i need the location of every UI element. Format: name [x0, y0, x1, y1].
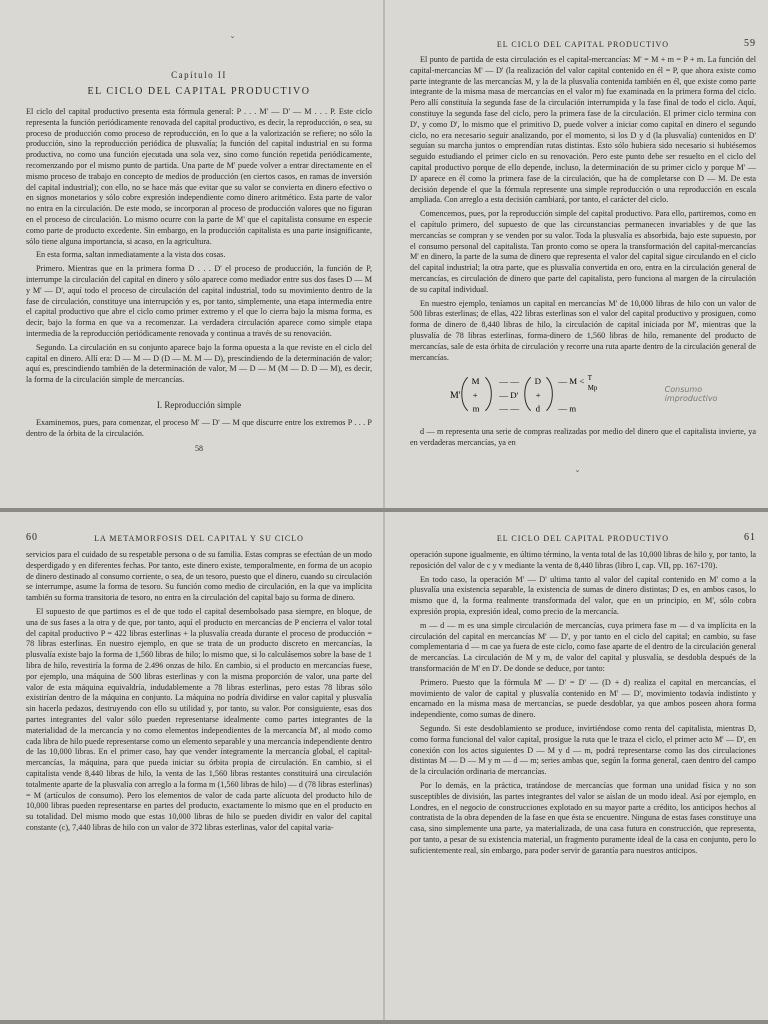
- paragraph: En esta forma, saltan inmediatamente a la vista dos cosas.: [36, 250, 226, 260]
- page-number: 59: [744, 38, 756, 49]
- paragraph: El ciclo del capital productivo presenta esta fórmula general: P . . . M' — D' — M . . . P. Este ciclo representa la función periódicamente renovada del capital productivo, es decir, la reproducción, o sea, su proceso de producción como proceso de reproducción, en lo que a la valorización se refiere; no sólo la producción, sino la reproducción periódica de plusvalía; la función del capital industrial en su forma productiva, no como una función ejecutada una sola vez, sino como función repetida periódicamente, recomenzando por el mismo punto de partida. Una parte de M' puede volver a entrar directamente en el mismo proceso de trabajo en concepto de medios de producción (en ciertos casos, en ramas de inversión del capital industrial); con ello, no se hace más que evitar que su valor se convierta en dinero efectivo o en signos monetarios y sólo cobre expresión independiente como dinero aritmético. Esta parte de valor no entra en la circulación. De este modo, se incorporan al proceso de producción valores que no figuran en el proceso de circulación. Lo mismo ocurre con la parte de M' que el capitalista consume en especie como parte de producto excedente. Sin embargo, en la producción capitalista es una parte insignificante, sólo tiene alguna importancia, si acaso, en la agricultura.: [26, 107, 372, 246]
- running-head: [26, 534, 372, 546]
- circulation-diagram: [450, 371, 756, 417]
- svg-text:— M <: — M <: [558, 376, 585, 387]
- paragraph: d — m representa una serie de compras realizadas por medio del dinero que el capitalista invierte, ya en verdaderas mercancías, ya en: [410, 427, 756, 448]
- section-heading: I. Reproducción simple: [156, 399, 242, 410]
- paragraph: Examinemos, pues, para comenzar, el proceso M' — D' — M que discurre entre los extremos P . . . P dentro de la órbita de la circulación.: [26, 417, 372, 438]
- page-59: [396, 0, 766, 508]
- paragraph: Por lo demás, en la práctica, tratándose de mercancías que forman una unidad física y no son susceptibles de división, las partes integrantes del valor se aíslan de un modo ideal. Así por ejemplo, en Londres, en el negocio de construcciones explotado en su mayor parte a crédito, los anticipos hechos al contratista de la obra dependen de la fase en que ésta se encuentre. Ninguna de estas fases constituye una casa, sino simplemente una parte, ya materializada, de una casa futura en construcción, que representa, por tanto, a pesar de su existencia material, un fragmento puramente ideal de la casa en conjunto, pero lo suficientemente real, sin embargo, para poder servir de garantía para nuestros anticipos.: [410, 780, 756, 855]
- running-head: [410, 40, 756, 52]
- book-gutter: [383, 0, 385, 508]
- top-spread: [0, 0, 768, 508]
- page-number: 58: [195, 443, 203, 453]
- paragraph: Segundo. Si este desdoblamiento se produce, invirtiéndose como renta del capitalista, mientras D, como forma funcional del valor capital, prosigue la ruta que le traza el ciclo, el primer acto M' — D', en conexión con los actos siguientes D — M y d — m, podrá representarse como las dos circulaciones distintas M — D — M y m — d — m; series ambas que, según la forma general, caen dentro del campo de la circulación ordinaria de mercancías.: [410, 723, 756, 777]
- page-61: [396, 512, 766, 1020]
- running-head-title: EL CICLO DEL CAPITAL PRODUCTIVO: [496, 534, 670, 543]
- paragraph: Primero. Mientras que en la primera forma D . . . D' el proceso de producción, la función de P, interrumpe la circulación del capital en dinero y sólo aparece como mediador entre sus dos fases D — M y M' — D', aquí todo el proceso de circulación del capital industrial, todo su movimiento dentro de la fase de circulación, constituye una interrupción y es, por tanto, simplemente, una etapa intermedia entre el capital productivo que abre el ciclo como primer extremo y el que lo cierra bajo la misma forma, es decir, bajo la forma en que va a recomenzar. La verdadera circulación aparece como simple etapa intermedia de la reproducción periódicamente renovada y continua a través de su renovación.: [26, 264, 372, 338]
- svg-text:— —: — —: [499, 376, 520, 387]
- page-60: [12, 512, 382, 1020]
- chapter-label: Capítulo II: [171, 70, 227, 80]
- svg-text:T: T: [587, 375, 592, 383]
- paragraph: En nuestro ejemplo, teníamos un capital en mercancías M' de 10,000 libras de hilo con un valor de 500 libras esterlinas; de ellas, 422 libras esterlinas son el valor del capital productivo y prosiguen, como forma de dinero de 8,440 libras de hilo, la circulación de capital iniciada por M', mientras que la plusvalía de 78 libras esterlinas, forma-dinero de 1,560 libras de hilo, remanente del producto de mercancías, sale de esta órbita de circulación y recorre una ruta aparte dentro de la circulación general de mercancías.: [410, 298, 756, 362]
- paragraph: En todo caso, la operación M' — D' ultima tanto al valor del capital contenido en M' como a la plusvalía una existencia separable, la existencia de sumas de dinero distintas; D es, en ambos casos, lo mismo que d, la forma realmente transformada del valor, que en un principio, en M', sólo cobra expresión propia, expresión ideal, como precio de la mercancía.: [410, 574, 756, 616]
- svg-text:— —: — —: [499, 404, 520, 415]
- svg-text:Mp: Mp: [587, 385, 598, 393]
- chapter-title: EL CICLO DEL CAPITAL PRODUCTIVO: [87, 86, 311, 97]
- svg-text:m: m: [472, 404, 480, 415]
- svg-text:— m: — m: [558, 404, 577, 415]
- handwritten-note: Consumo improductivo: [664, 385, 718, 404]
- circulation-formula: [450, 371, 657, 417]
- svg-text:— D': — D': [499, 390, 519, 401]
- svg-text:d: d: [535, 404, 541, 415]
- paragraph: El punto de partida de esta circulación es el capital-mercancías: M' = M + m = P + m. La función del capital-mercancías M' — D' (la realización del valor capital contenido en él = P, que ahora existe como parte integrante de las mercancías M, y la de la plusvalía contenida también en él, que existe como parte integrante de la misma masa de mercancías en el valor m) fue examinada en la primera forma del ciclo. Pero allí constituía la segunda fase de la circulación interrumpida y la fase final de todo el ciclo. Aquí, constituye la segunda fase del ciclo, pero la primera fase de la circulación. El primer ciclo termina con D', y como D', lo mismo que el primitivo D, puede volver a iniciar como capital en dinero el segundo ciclo, no era necesario seguir analizando, por el momento, si los D y d (la plusvalía) contenidos en D' seguían su marcha juntos o emprendían rutas distintas. Esto sólo hubiera sido necesario si hubiésemos seguido estudiando el primer ciclo en su renovación. Pero este punto debe ser resuelto en el ciclo del capital productivo porque de ello depende, incluso, la determinación de su primer ciclo y porque M' — D' aparece en él como la primera fase de la circulación, que ha de completarse con D — M. De esta decisión depende el que la fórmula represente una simple reproducción o una reproducción en escala ampliada. Con arreglo a esta decisión cambiará, por tanto, el carácter del ciclo.: [410, 55, 756, 205]
- page-number: 60: [26, 532, 38, 543]
- svg-text:+: +: [535, 390, 541, 401]
- paragraph: Primero. Puesto que la fórmula M' — D' = D' — (D + d) realiza el capital en mercancías, el movimiento de valor de capital y plusvalía contenido en M' — D', movimiento todavía indistinto y encarnado en la misma masa de mercancías, se puede desdoblar, ya que ambos poseen ahora forma independiente, como sumas de dinero.: [410, 677, 756, 720]
- running-head-title: EL CICLO DEL CAPITAL PRODUCTIVO: [496, 40, 670, 49]
- running-head: [410, 534, 756, 546]
- paragraph: Comencemos, pues, por la reproducción simple del capital productivo. Para ello, partiremos, como en el capítulo primero, del supuesto de que las circunstancias permanecen invariables y de que las mercancías se compran y se venden por su valor. Toda la plusvalía es absorbida, bajo este supuesto, por el consumo personal del capitalista. Tan pronto como se opera la transformación del capital-mercancías M' en dinero, la parte de la suma de dinero que representa el valor del capital sigue circulando en el ciclo del capital industrial; la otra parte, que es plusvalía convertida en oro, entra en la circulación general de mercancías, es circulación de dinero que parte del capitalista, pero funciona al margen de la circulación de su capital individual.: [410, 209, 756, 294]
- book-gutter: [383, 512, 385, 1020]
- paragraph: Segundo. La circulación en su conjunto aparece bajo la forma opuesta a la que reviste en el ciclo del capital en dinero. Allí era: D — M — D (D — M. M — D), prescindiendo de la determinación de valor; aquí es, prescindiendo también de la determinación de valor, M — D — M (M — D. D — M), es decir, la forma de la circulación simple de mercancías.: [26, 342, 372, 385]
- svg-text:M: M: [471, 376, 480, 387]
- svg-text:M': M': [450, 390, 461, 402]
- page-58: [12, 0, 382, 508]
- page-number: 61: [744, 532, 756, 543]
- svg-text:+: +: [472, 390, 478, 401]
- running-head-title: LA METAMORFOSIS DEL CAPITAL Y SU CICLO: [94, 534, 304, 543]
- paragraph: servicios para el cuidado de su respetable persona o de su familia. Estas compras se efectúan de un modo desperdigado y en diferentes fechas. Por tanto, este dinero existe, temporalmente, en forma de un acopio de dinero destinado al consumo corriente, o sea, de un tesoro, puesto que el dinero, cuando su circulación se interrumpe, asume la forma de tesoro. Su función como medio de circulación, en la que va implícita también su forma transitoria de tesoro, no entra en la circulación del capital bajo su forma de dinero.: [26, 550, 372, 603]
- stray-mark: ˇ: [575, 470, 580, 481]
- paragraph: m — d — m es una simple circulación de mercancías, cuya primera fase m — d va implícita en la circulación del capital en mercancías M' — D', y por tanto en el ciclo del capital; en cambio, su fase complementaria d — m cae ya fuera de este ciclo, como fase aparte de el dentro de la circulación general de mercancías. La circulación de M y m, de valor del capital y plusvalía, se desdobla después de la transformación de M' en D'. De donde se deduce, por tanto:: [410, 620, 756, 673]
- stray-mark: ˇ: [230, 36, 235, 47]
- svg-text:D: D: [534, 376, 542, 387]
- paragraph: operación supone igualmente, en último término, la venta total de las 10,000 libras de hilo y, por tanto, la reposición del valor de c y v mediante la venta de 8,440 libras (libro I, cap. VII, pp. 167-170).: [410, 550, 756, 570]
- paragraph: El supuesto de que partimos es el de que todo el capital desembolsado pasa siempre, en bloque, de una de sus fases a la otra y de que, por tanto, aquí el producto en mercancías de P encierra el valor total del capital productivo P = 422 libras esterlinas + la plusvalía creada durante el proceso de producción = 78 libras esterlinas. En nuestro ejemplo, en que se trata de un producto discreto en mercancías, la plusvalía existe bajo la forma de 1,560 libras de hilo; lo mismo que, si lo calculásemos sobre la base de 1 libra de hilo, revestiría la forma de 2.496 onzas de hilo. En cambio, si el producto en mercancías fuese, por ejemplo, una máquina de 500 libras esterlinas y con la misma proporción de valor, una parte del valor de esta máquina equivaldría, indudablemente a 78 libras esterlinas, pero estas 78 libras sólo existirían dentro de la máquina en conjunto. La máquina no podría dividirse en valor capital y plusvalía sin hacerla pedazos, destruyendo con ello su utilidad y, por tanto, su valor. Por consiguiente, esas dos partes integrantes del valor sólo pueden representarse idealmente como partes integrantes de la materialidad de la mercancía y no como elementos independientes de la mercancía M', al modo como cada libra de hilo puede representarse como un elemento separable y una mercancía independiente dentro de las 10,000 libras. En el primer caso, hay que vender íntegramente la mercancía global, el capital-mercancías, la máquina, para que pueda iniciar su órbita propia de circulación. En cambio, si el capitalista vende 8,440 libras de hilo, la venta de las 1,560 libras restantes constituirá una circulación totalmente aparte de la plusvalía con arreglo a la forma m (1,560 libras de hilo) — d (78 libras esterlinas) = M (artículos de consumo). Pero los elementos de valor de cada parte alícuota del producto hilo de 10,000 libras pueden representarse en partes del producto, exactamente lo mismo que en el producto en su totalidad. Del mismo modo que estas 10,000 libras de hilo se pueden dividir en valor del capital constante (c), 7,440 libras de hilo con un valor de 372 libras esterlinas, valor del capital varia-: [26, 606, 372, 832]
- bottom-spread: [0, 512, 768, 1020]
